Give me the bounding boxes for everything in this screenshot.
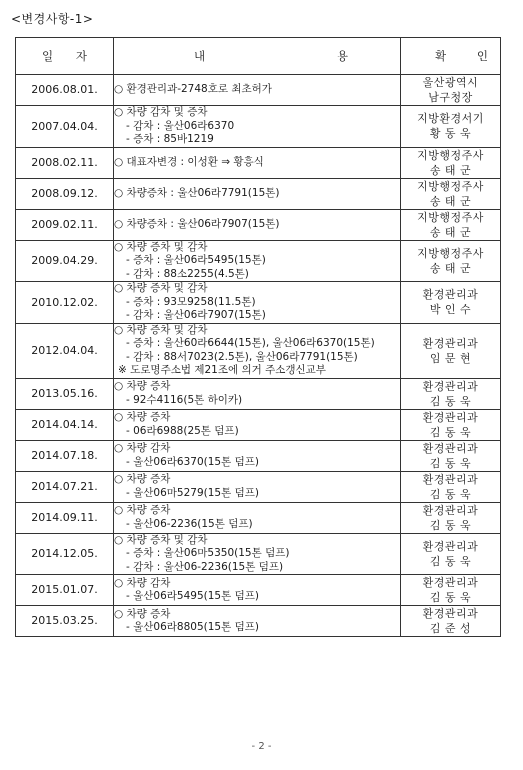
- row-content: [114, 440, 401, 471]
- row-confirm: [401, 240, 501, 282]
- table-row: [16, 575, 501, 606]
- confirm-office: 환경관리과: [422, 410, 479, 424]
- table-row: [16, 147, 501, 178]
- content-line: ○ 차량 증차 및 감차: [114, 240, 208, 253]
- confirm-official: 김 동 욱: [429, 591, 472, 604]
- row-content: [114, 147, 401, 178]
- confirm-office: 환경관리과: [422, 472, 479, 486]
- content-line: ○ 차량증차 : 울산06라7791(15톤): [114, 186, 280, 199]
- table-body: [16, 75, 501, 637]
- confirm-official: 김 준 성: [429, 622, 472, 635]
- row-date: 2010.12.02.: [16, 282, 114, 324]
- header-date-char-2: 자: [75, 49, 87, 63]
- row-date: 2009.02.11.: [16, 209, 114, 240]
- confirm-office: 환경관리과: [422, 607, 479, 620]
- row-confirm: [401, 533, 501, 575]
- confirm-office: 환경관리과: [422, 441, 479, 455]
- row-content: [114, 606, 401, 637]
- table-row: [16, 440, 501, 471]
- confirm-office: 환경관리과: [422, 288, 479, 302]
- row-date: 2015.03.25.: [16, 606, 114, 637]
- row-date: 2013.05.16.: [16, 378, 114, 409]
- confirm-official: 임 문 현: [429, 351, 472, 365]
- row-content: [114, 106, 401, 148]
- confirm-official: 송 태 군: [429, 194, 472, 208]
- confirm-office: 지방환경서기: [417, 112, 484, 126]
- row-content: [114, 502, 401, 533]
- confirm-office: 환경관리과: [422, 539, 479, 553]
- table-row: [16, 240, 501, 282]
- content-line: - 감차 : 울산06-2236(15톤 덤프): [126, 560, 284, 573]
- content-line: ○ 차량 증차 및 감차: [114, 323, 208, 336]
- content-line: ○ 차량 증차: [114, 380, 171, 392]
- table-row: [16, 409, 501, 440]
- row-date: 2006.08.01.: [16, 75, 114, 106]
- table-row: [16, 502, 501, 533]
- row-content: [114, 533, 401, 575]
- confirm-official: 김 동 욱: [429, 487, 472, 501]
- section-heading: <변경사항-1>: [11, 12, 94, 26]
- row-confirm: [401, 147, 501, 178]
- row-date: 2014.12.05.: [16, 533, 114, 575]
- table-row: [16, 106, 501, 148]
- row-confirm: [401, 282, 501, 324]
- header-content: [114, 38, 401, 75]
- confirm-office: 환경관리과: [422, 576, 479, 589]
- change-history-table: [15, 37, 501, 637]
- content-line: ○ 대표자변경 : 이성환 ⇒ 황흥식: [114, 155, 264, 168]
- content-line: - 울산06-2236(15톤 덤프): [126, 517, 253, 530]
- row-date: 2014.09.11.: [16, 502, 114, 533]
- confirm-official: 박 인 수: [429, 303, 472, 317]
- row-confirm: [401, 75, 501, 106]
- row-confirm: [401, 209, 501, 240]
- confirm-official: 송 태 군: [429, 225, 472, 239]
- header-confirm-char-2: 인: [476, 49, 488, 63]
- row-confirm: [401, 323, 501, 378]
- content-line: - 감차 : 울산06라6370: [126, 119, 235, 132]
- row-confirm: [401, 575, 501, 606]
- content-line: - 감차 : 88소2255(4.5톤): [126, 267, 249, 280]
- table-row: [16, 282, 501, 324]
- content-line: - 92수4116(5톤 하이카): [126, 393, 243, 406]
- content-line: - 증차 : 85바1219: [126, 133, 214, 145]
- content-line: ○ 차량 증차: [114, 607, 171, 620]
- row-date: 2008.02.11.: [16, 147, 114, 178]
- confirm-office: 지방행정주사: [417, 179, 484, 193]
- content-line: - 증차 : 울산06마5350(15톤 덤프): [126, 547, 290, 559]
- confirm-office: 환경관리과: [422, 336, 479, 350]
- confirm-office: 지방행정주사: [417, 210, 484, 224]
- confirm-office: 울산광역시: [422, 76, 479, 89]
- content-line: ○ 차량증차 : 울산06라7907(15톤): [114, 217, 280, 230]
- content-line: - 울산06라6370(15톤 덤프): [126, 455, 259, 468]
- table-row: [16, 378, 501, 409]
- row-content: [114, 209, 401, 240]
- table-row: [16, 533, 501, 575]
- table-row: [16, 606, 501, 637]
- content-line: - 06라6988(25톤 덤프): [126, 424, 239, 437]
- page-number: - 2 -: [251, 741, 272, 752]
- row-confirm: [401, 440, 501, 471]
- header-date: [16, 38, 114, 75]
- row-confirm: [401, 606, 501, 637]
- content-line: ○ 환경관리과-2748호로 최초허가: [114, 83, 272, 96]
- content-line: ○ 차량 감차: [114, 442, 171, 454]
- row-content: [114, 240, 401, 282]
- confirm-official: 김 동 욱: [429, 394, 472, 408]
- confirm-office: 환경관리과: [422, 503, 479, 517]
- row-content: [114, 471, 401, 502]
- confirm-office: 지방행정주사: [417, 148, 484, 162]
- row-date: 2014.07.18.: [16, 440, 114, 471]
- table-header-row: [16, 38, 501, 75]
- content-line: ○ 차량 감차: [114, 576, 171, 589]
- table-row: [16, 209, 501, 240]
- content-line: - 울산06라5495(15톤 덤프): [126, 590, 259, 602]
- content-line: ○ 차량 감차 및 증차: [114, 106, 208, 118]
- content-line: - 증차 : 울산06라5495(15톤): [126, 254, 266, 266]
- row-date: 2008.09.12.: [16, 178, 114, 209]
- row-content: [114, 75, 401, 106]
- header-content-char-2: 용: [336, 49, 348, 63]
- confirm-office: 환경관리과: [422, 379, 479, 393]
- content-line: ○ 차량 증차 및 감차: [114, 282, 208, 294]
- confirm-office: 지방행정주사: [417, 246, 484, 260]
- header-confirm: [401, 38, 501, 75]
- content-line: - 감차 : 울산06라7907(15톤): [126, 309, 266, 321]
- row-content: [114, 409, 401, 440]
- content-line: - 울산06마5279(15톤 덤프): [126, 486, 259, 499]
- confirm-official: 남구청장: [428, 91, 473, 104]
- row-content: [114, 178, 401, 209]
- table-row: [16, 323, 501, 378]
- content-line: - 울산06라8805(15톤 덤프): [126, 621, 259, 633]
- content-line: ○ 차량 증차: [114, 473, 171, 485]
- row-confirm: [401, 378, 501, 409]
- row-content: [114, 378, 401, 409]
- confirm-official: 김 동 욱: [429, 554, 472, 568]
- row-confirm: [401, 502, 501, 533]
- content-line: ※ 도로명주소법 제21조에 의거 주소갱신교부: [118, 364, 326, 376]
- content-line: - 감차 : 88서7023(2.5톤), 울산06라7791(15톤): [126, 350, 358, 363]
- header-date-char-1: 일: [42, 49, 54, 63]
- header-content-char-1: 내: [194, 49, 206, 63]
- row-date: 2007.04.04.: [16, 106, 114, 148]
- row-date: 2014.04.14.: [16, 409, 114, 440]
- row-confirm: [401, 178, 501, 209]
- table-row: [16, 75, 501, 106]
- header-confirm-char-1: 확: [435, 49, 447, 63]
- content-line: - 증차 : 93모9258(11.5톤): [126, 295, 256, 308]
- confirm-official: 김 동 욱: [429, 456, 472, 470]
- content-line: ○ 차량 증차: [114, 411, 171, 423]
- row-confirm: [401, 471, 501, 502]
- confirm-official: 김 동 욱: [429, 425, 472, 439]
- confirm-official: 송 태 군: [429, 261, 472, 275]
- row-confirm: [401, 106, 501, 148]
- content-line: - 증차 : 울산60라6644(15톤), 울산06라6370(15톤): [126, 337, 375, 349]
- row-content: [114, 323, 401, 378]
- row-date: 2012.04.04.: [16, 323, 114, 378]
- row-confirm: [401, 409, 501, 440]
- content-line: ○ 차량 증차: [114, 504, 171, 516]
- table-row: [16, 178, 501, 209]
- row-date: 2009.04.29.: [16, 240, 114, 282]
- confirm-official: 송 태 군: [429, 163, 472, 177]
- row-date: 2015.01.07.: [16, 575, 114, 606]
- table-row: [16, 471, 501, 502]
- row-date: 2014.07.21.: [16, 471, 114, 502]
- row-content: [114, 282, 401, 324]
- content-line: ○ 차량 증차 및 감차: [114, 533, 208, 546]
- confirm-official: 황 동 욱: [429, 127, 472, 141]
- row-content: [114, 575, 401, 606]
- confirm-official: 김 동 욱: [429, 518, 472, 532]
